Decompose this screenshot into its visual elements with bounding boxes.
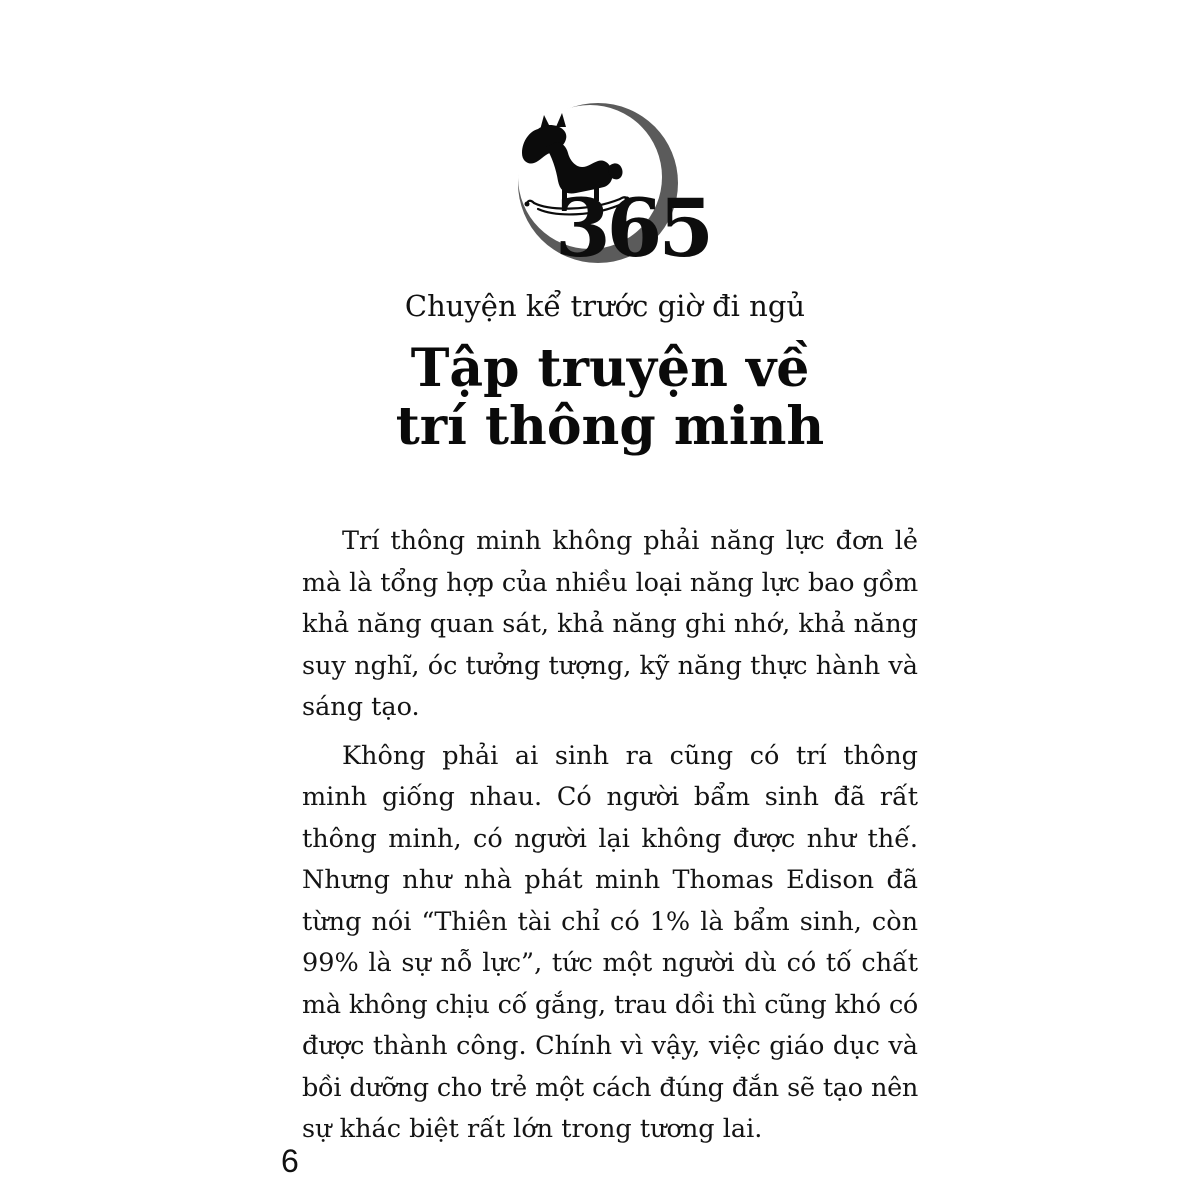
logo-number: 365 — [555, 181, 710, 275]
text-line: sự khác biệt rất lớn trong tương lai. — [302, 1114, 763, 1144]
text-line: 99% là sự nỗ lực”, tức một người dù có tố chất — [302, 948, 918, 978]
text-line: Trí thông minh không phải năng lực đơn lẻ — [342, 526, 918, 556]
text-line: thông minh, có người lại không được như thế. — [302, 823, 918, 854]
paragraph — [302, 736, 918, 1151]
page-title — [330, 340, 890, 456]
text-line: khả năng quan sát, khả năng ghi nhớ, khả năng — [302, 609, 918, 639]
paragraph — [302, 521, 918, 729]
text-line: Nhưng như nhà phát minh Thomas Edison đã — [302, 865, 918, 895]
page-number: 6 — [281, 1143, 299, 1179]
text-line: bồi dưỡng cho trẻ một cách đúng đắn sẽ tạo nên — [302, 1072, 918, 1103]
series-subtitle: Chuyện kể trước giờ đi ngủ — [404, 289, 806, 323]
text-line: suy nghĩ, óc tưởng tượng, kỹ năng thực hành và — [302, 650, 918, 681]
text-line: sáng tạo. — [302, 692, 420, 722]
text-line: minh giống nhau. Có người bẩm sinh đã rất — [302, 782, 918, 812]
text-line: mà là tổng hợp của nhiều loại năng lực bao gồm — [302, 567, 918, 598]
title-line: Tập truyện về — [410, 338, 810, 399]
text-line: mà không chịu cố gắng, trau dồi thì cũng khó có — [302, 989, 918, 1020]
body-text — [302, 521, 918, 1158]
text-line: từng nói “Thiên tài chỉ có 1% là bẩm sinh, còn — [302, 906, 918, 937]
text-line: Không phải ai sinh ra cũng có trí thông — [342, 740, 918, 771]
title-line: trí thông minh — [395, 396, 825, 457]
text-line: được thành công. Chính vì vậy, việc giáo dục và — [302, 1031, 918, 1061]
